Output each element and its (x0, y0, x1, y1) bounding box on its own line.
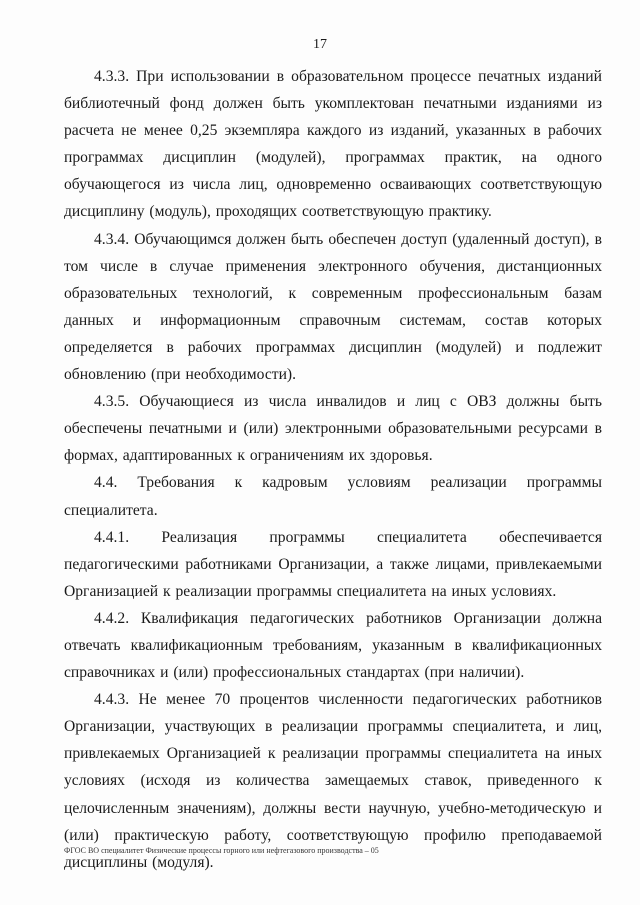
paragraph-4-3-4: 4.3.4. Обучающимся должен быть обеспечен доступ (удаленный доступ), в том числе в случае применения электронного обучения, дистанционных образовательных технологий, к современным профессиональным базам данных и информационным справочным системам, состав которых определяется в рабочих программах дисциплин (модулей) и подлежит обновлению (при необходимости). (64, 230, 602, 384)
paragraph-4-4: 4.4. Требования к кадровым условиям реализации программы специалитета. (64, 474, 602, 519)
paragraph-4-4-3: 4.4.3. Не менее 70 процентов численности педагогических работников Организации, участвующих в реализации программы специалитета, и лиц, привлекаемых Организацией к реализации программы специалитета на иных условиях (исходя из количества замещаемых ставок, приведенного к целочисленным значениям), должны вести научную, учебно-методическую и (или) практическую работу, соответствующую профилю преподаваемой дисциплины (модуля). (64, 691, 602, 871)
paragraph-4-3-3: 4.3.3. При использовании в образовательном процессе печатных изданий библиотечный фонд должен быть укомплектован печатными изданиями из расчета не менее 0,25 экземпляра каждого из изданий, указанных в рабочих программах дисциплин (модулей), программах практик, на одного обучающегося из числа лиц, одновременно осваивающих соответствующую дисциплину (модуль), проходящих соответствующую практику. (64, 68, 602, 221)
paragraph-4-3-5: 4.3.5. Обучающиеся из числа инвалидов и лиц с ОВЗ должны быть обеспечены печатными и (или) электронными образовательными ресурсами в формах, адаптированных к ограничениям их здоровья. (64, 393, 602, 465)
page-number: 17 (313, 37, 327, 52)
paragraph-4-4-2: 4.4.2. Квалификация педагогических работников Организации должна отвечать квалификационным требованиям, указанным в квалификационных справочниках и (или) профессиональных стандартах (при наличии). (64, 609, 602, 682)
paragraph-4-4-1: 4.4.1. Реализация программы специалитета обеспечивается педагогическими работниками Организации, а также лицами, привлекаемыми Организацией к реализации программы специалитета на иных условиях. (64, 528, 602, 600)
document-body (64, 63, 602, 876)
document-footer: ФГОС ВО специалитет Физические процессы горного или нефтегазового производства – 05 (64, 846, 379, 855)
